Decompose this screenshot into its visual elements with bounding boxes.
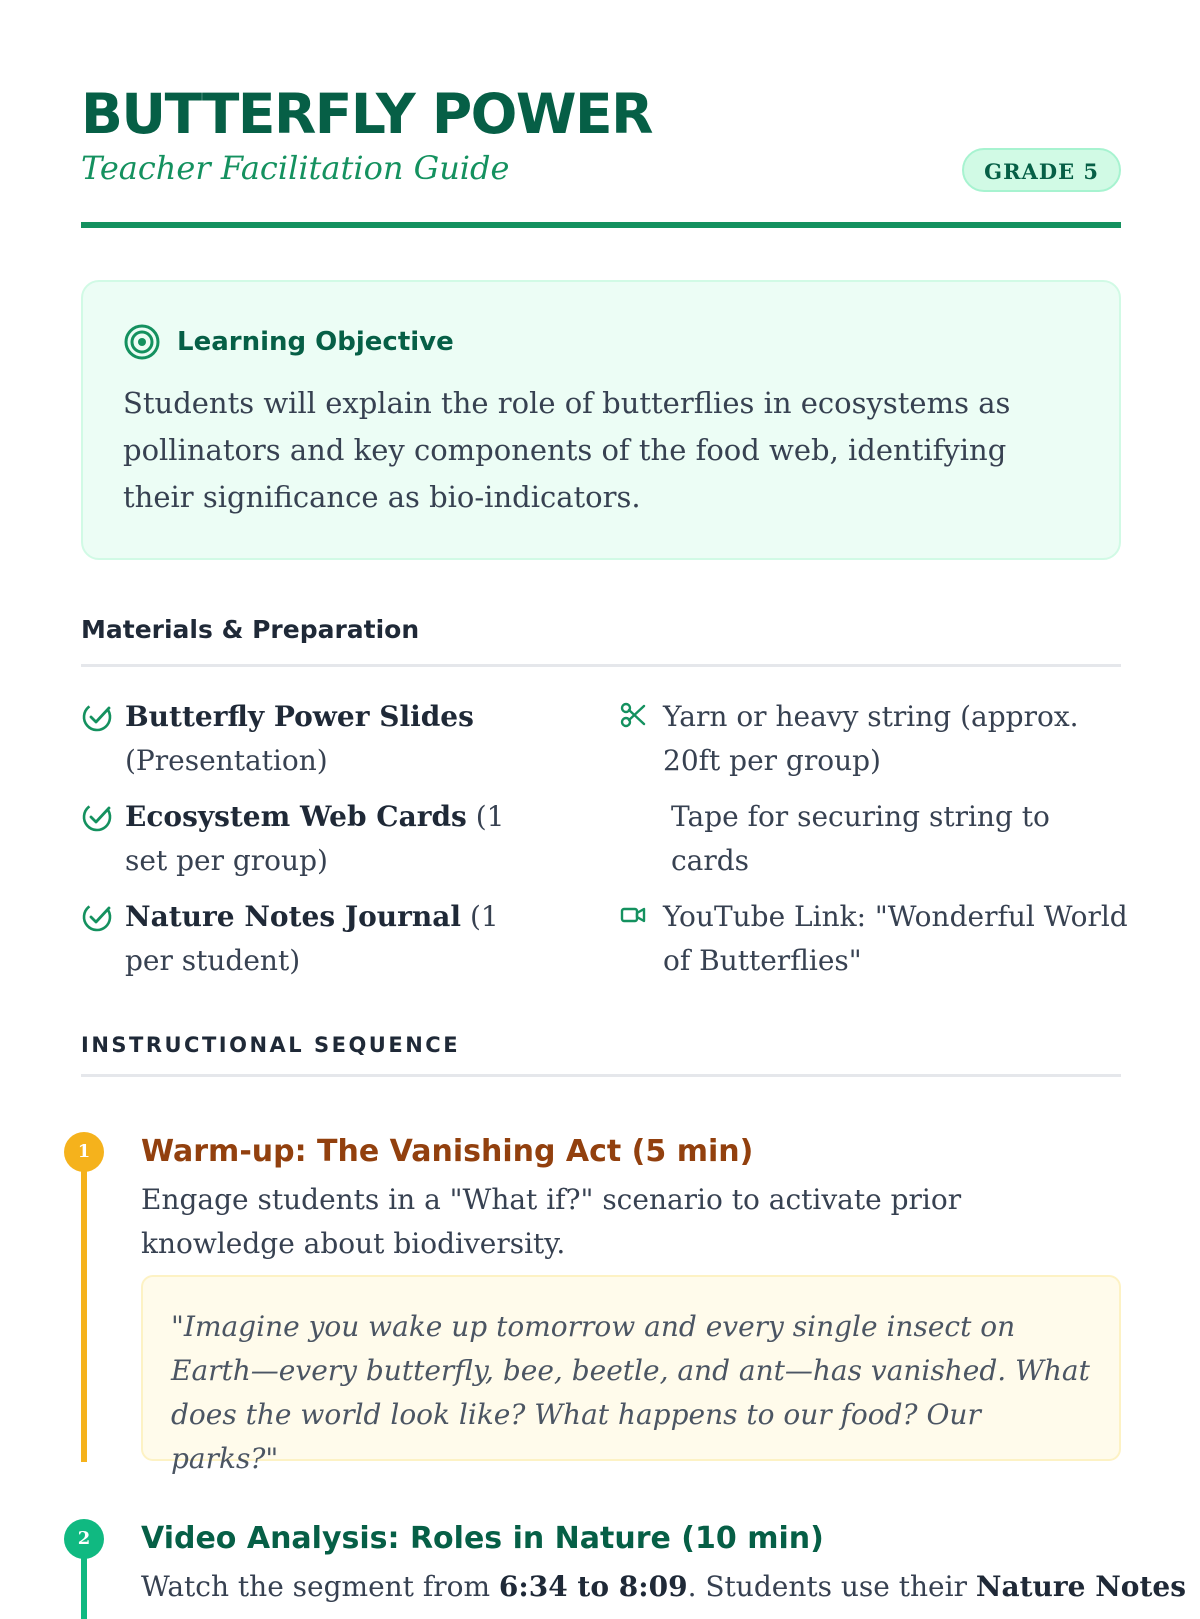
material-name: Ecosystem Web Cards <box>125 800 467 833</box>
material-text <box>125 795 551 883</box>
timeline-line <box>81 1152 87 1462</box>
page-title: BUTTERFLY POWER <box>81 82 652 146</box>
timeline-step-1 <box>77 1132 1121 1475</box>
grade-badge: GRADE 5 <box>962 148 1121 192</box>
material-name: Nature Notes Journal <box>125 900 462 933</box>
list-item <box>619 795 1129 883</box>
facilitation-guide-page <box>77 0 1186 1603</box>
desc-text: Watch the segment from <box>141 1570 499 1603</box>
material-text: Tape for securing string to cards <box>671 800 1050 877</box>
learning-objective-card <box>81 280 1121 560</box>
journal-name: Nature Notes <box>975 1570 1186 1603</box>
list-item <box>619 895 1129 983</box>
step-number-badge: 1 <box>64 1132 104 1172</box>
list-item <box>81 895 551 983</box>
material-text <box>125 695 474 783</box>
desc-text: . Students use their <box>687 1570 976 1603</box>
objective-header <box>123 322 1079 362</box>
objective-heading: Learning Objective <box>177 327 454 357</box>
material-detail: (1 per student) <box>125 900 499 977</box>
video-timestamp: 6:34 to 8:09 <box>498 1570 688 1603</box>
material-name: Butterfly Power Slides <box>125 700 474 733</box>
materials-column-right <box>619 695 1129 995</box>
materials-heading: Materials & Preparation <box>81 615 1121 667</box>
video-icon <box>619 895 663 933</box>
scissors-icon <box>619 695 663 733</box>
page-subtitle: Teacher Facilitation Guide <box>81 149 510 187</box>
step-number-badge: 2 <box>64 1519 104 1559</box>
check-circle-icon <box>81 795 125 837</box>
target-icon <box>123 323 161 361</box>
guide-header <box>81 0 1121 228</box>
scenario-quote: "Imagine you wake up tomorrow and every single insect on Earth—every butterfly, bee, beetle, and ant—has vanished. What does the world look like? What happens to our food? Our parks?" <box>141 1275 1121 1461</box>
material-text <box>125 895 551 983</box>
step-title: Video Analysis: Roles in Nature (10 min) <box>141 1521 824 1556</box>
step-description <box>141 1565 1186 1609</box>
check-circle-icon <box>81 895 125 937</box>
tape-item-spacer <box>619 795 663 801</box>
material-detail: (Presentation) <box>125 744 328 777</box>
step-title: Warm-up: The Vanishing Act (5 min) <box>141 1134 754 1169</box>
list-item <box>81 795 551 883</box>
step-description: Engage students in a "What if?" scenario to activate prior knowledge about biodiversity. <box>141 1183 962 1260</box>
list-item <box>81 695 551 783</box>
instructional-sequence-heading: INSTRUCTIONAL SEQUENCE <box>81 1033 1121 1077</box>
material-detail: (1 set per group) <box>125 800 505 877</box>
materials-column-left <box>81 695 551 995</box>
objective-text: Students will explain the role of butterflies in ecosystems as pollinators and key components of the food web, identifying their significance as bio-indicators. <box>123 386 1011 514</box>
material-text: YouTube Link: "Wonderful World of Butterflies" <box>663 900 1128 977</box>
material-text: Yarn or heavy string (approx. 20ft per group) <box>663 700 1079 777</box>
timeline-step-2 <box>77 1519 1186 1603</box>
check-circle-icon <box>81 695 125 737</box>
list-item <box>619 695 1129 783</box>
